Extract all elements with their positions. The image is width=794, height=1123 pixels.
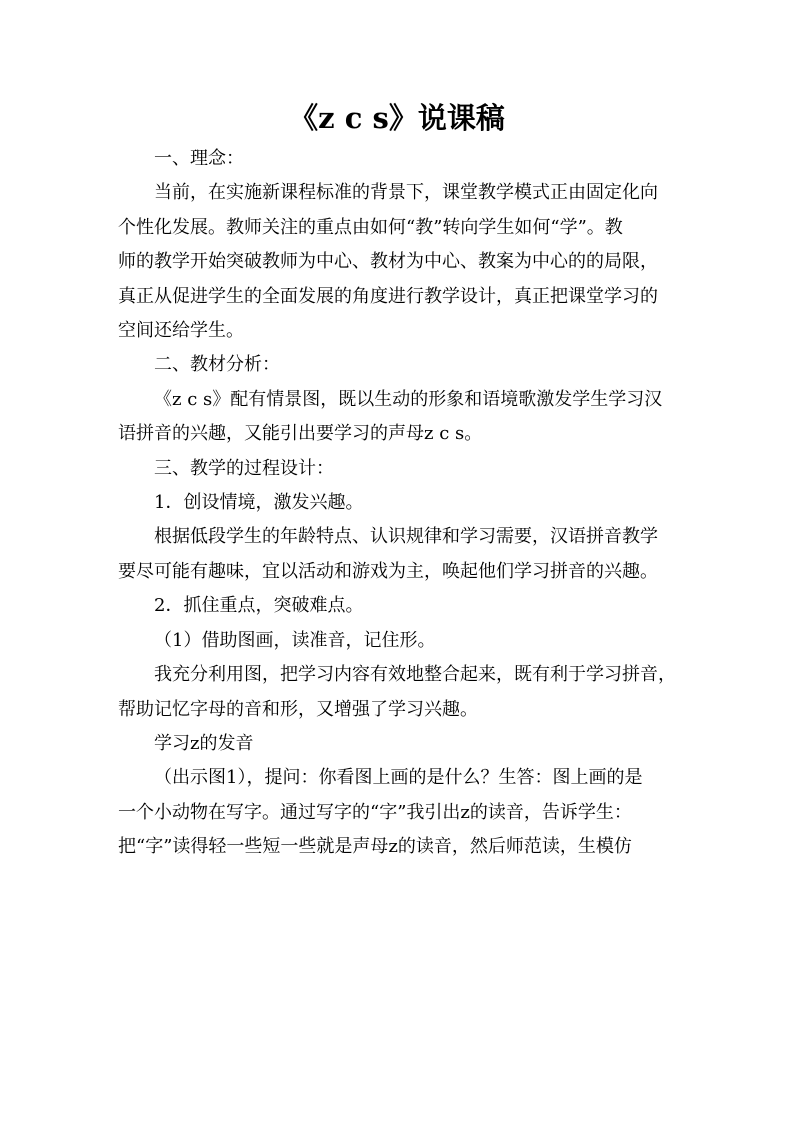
document-body <box>118 142 678 865</box>
paragraph-line: 我充分利用图，把学习内容有效地整合起来，既有利于学习拼音， <box>154 664 676 686</box>
document-title: 《z c s》说课稿 <box>289 101 505 135</box>
paragraph-line: 要尽可能有趣味，宜以活动和游戏为主，唤起他们学习拼音的兴趣。 <box>118 560 658 582</box>
paragraph-line: 个性化发展。教师关注的重点由如何“教”转向学生如何“学”。教 <box>118 216 623 238</box>
section-heading-philosophy: 一、理念： <box>154 148 244 169</box>
paragraph-line: 当前，在实施新课程标准的背景下，课堂教学模式正由固定化向 <box>154 182 658 204</box>
paragraph-line: 空间还给学生。 <box>118 320 244 342</box>
paragraph-line: （出示图1），提问：你看图上画的是什么？生答：图上画的是 <box>154 767 643 789</box>
subsection-heading: 1．创设情境，激发兴趣。 <box>154 492 364 514</box>
section-heading-material-analysis: 二、教材分析： <box>154 354 280 376</box>
paragraph-line: 一个小动物在写字。通过写字的“字”我引出z的读音，告诉学生： <box>118 801 632 823</box>
subsection-heading: （1）借助图画，读准音，记住形。 <box>154 629 436 651</box>
paragraph-line: 把“字”读得轻一些短一些就是声母z的读音，然后师范读，生模仿 <box>118 836 632 858</box>
subsection-heading: 2．抓住重点，突破难点。 <box>154 595 364 617</box>
paragraph-line: 《z c s》配有情景图，既以生动的形象和语境歌激发学生学习汉 <box>154 388 663 410</box>
section-heading-process-design: 三、教学的过程设计： <box>154 457 334 479</box>
paragraph-line: 真正从促进学生的全面发展的角度进行教学设计，真正把课堂学习的 <box>118 285 658 307</box>
paragraph-line: 根据低段学生的年龄特点、认识规律和学习需要，汉语拼音教学 <box>154 526 658 548</box>
paragraph-line: 帮助记忆字母的音和形，又增强了学习兴趣。 <box>118 698 478 720</box>
paragraph-line: 师的教学开始突破教师为中心、教材为中心、教案为中心的的局限， <box>118 251 658 273</box>
paragraph-line: 语拼音的兴趣，又能引出要学习的声母z c s。 <box>118 423 483 445</box>
subsection-heading: 学习z的发音 <box>154 732 254 754</box>
